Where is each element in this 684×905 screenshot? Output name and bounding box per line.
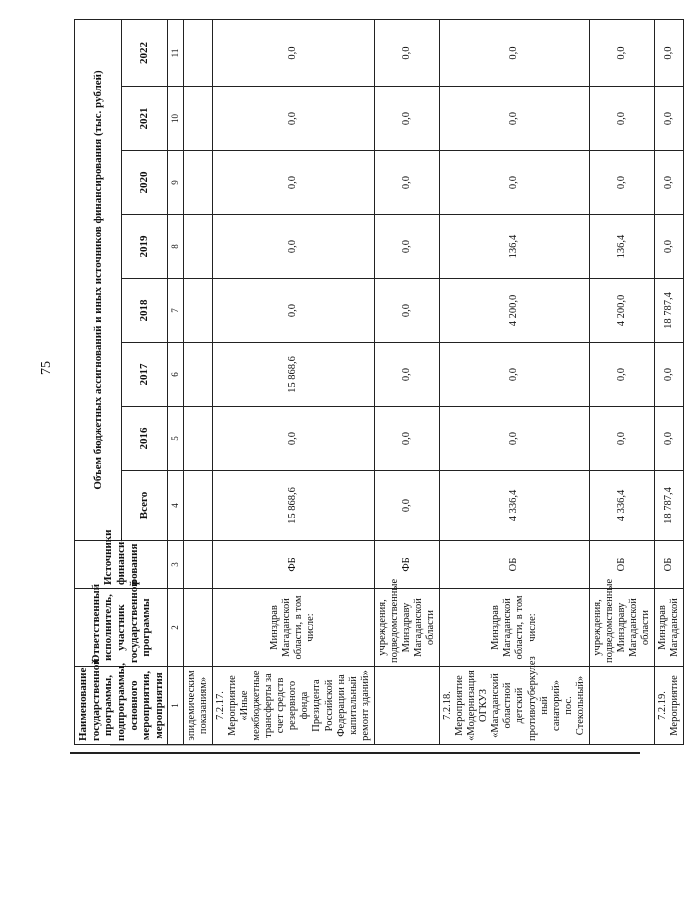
- row-executor: учреждения, подведомственные Минздраву Магаданской области: [374, 589, 439, 667]
- col-num: 5: [168, 407, 183, 471]
- row-name: эпидемическим показаниям»: [183, 667, 212, 745]
- header-year: 2020: [121, 151, 168, 215]
- col-num: 7: [168, 279, 183, 343]
- row-source: ОБ: [655, 541, 684, 589]
- col-num: 4: [168, 471, 183, 541]
- rotated-table-wrapper: [74, 20, 681, 745]
- row-value: [183, 279, 212, 343]
- row-value: 0,0: [589, 87, 654, 151]
- row-name: [374, 667, 439, 745]
- row-value: 0,0: [212, 407, 374, 471]
- table-row: [440, 19, 590, 744]
- row-total: [183, 471, 212, 541]
- col-num: 2: [168, 589, 183, 667]
- row-value: 0,0: [212, 19, 374, 86]
- row-value: [183, 151, 212, 215]
- header-row-1: [75, 19, 122, 744]
- column-number-row: [168, 19, 183, 744]
- row-value: 0,0: [212, 151, 374, 215]
- row-value: 0,0: [374, 279, 439, 343]
- row-total: 0,0: [374, 471, 439, 541]
- row-value: 0,0: [374, 215, 439, 279]
- table-row: [655, 19, 684, 744]
- row-executor: Минздрав Магаданской области, в том числе:: [440, 589, 590, 667]
- header-year: 2021: [121, 87, 168, 151]
- header-source: Источники финанси-рования: [75, 541, 168, 589]
- header-year: 2022: [121, 19, 168, 86]
- row-total: 4 336,4: [589, 471, 654, 541]
- row-value: [183, 343, 212, 407]
- header-year: 2017: [121, 343, 168, 407]
- header-year: 2018: [121, 279, 168, 343]
- row-value: 15 868,6: [212, 343, 374, 407]
- row-value: 0,0: [655, 215, 684, 279]
- row-value: 18 787,4: [655, 279, 684, 343]
- row-executor: Минздрав Магаданской области, в том числе:: [212, 589, 374, 667]
- row-value: 0,0: [374, 87, 439, 151]
- table-row: [589, 19, 654, 744]
- row-name: 7.2.18. Мероприятие «Модернизация ОГКУЗ «Магаданский областной детский противотуберкулез ный санаторий» пос. Стекольный»: [440, 667, 590, 745]
- scan-edge-line: [110, 745, 310, 746]
- row-value: 0,0: [374, 19, 439, 86]
- row-executor: Минздрав Магаданской: [655, 589, 684, 667]
- row-value: [183, 215, 212, 279]
- table-row: [212, 19, 374, 744]
- col-num: 9: [168, 151, 183, 215]
- row-source: ФБ: [212, 541, 374, 589]
- row-value: [183, 87, 212, 151]
- row-value: 4 200,0: [589, 279, 654, 343]
- header-executor: Ответственный исполнитель, участник государственной программы: [75, 589, 168, 667]
- row-value: 0,0: [655, 151, 684, 215]
- row-value: 0,0: [374, 151, 439, 215]
- row-value: 0,0: [440, 19, 590, 86]
- row-total: 4 336,4: [440, 471, 590, 541]
- row-value: 4 200,0: [440, 279, 590, 343]
- row-source: ОБ: [440, 541, 590, 589]
- row-value: 0,0: [440, 407, 590, 471]
- col-num: 11: [168, 19, 183, 86]
- row-value: 136,4: [440, 215, 590, 279]
- header-name: Наименование государственной программы, подпрограммы, основного мероприятия, мероприятия: [75, 667, 168, 745]
- row-name: [589, 667, 654, 745]
- header-year: 2016: [121, 407, 168, 471]
- row-name: 7.2.19. Мероприятие: [655, 667, 684, 745]
- row-value: 0,0: [440, 343, 590, 407]
- table-row: [183, 19, 212, 744]
- row-value: 0,0: [655, 343, 684, 407]
- row-value: 0,0: [212, 215, 374, 279]
- row-executor: учреждения, подведомственные Минздраву Магаданской области: [589, 589, 654, 667]
- col-num: 1: [168, 667, 183, 745]
- row-value: [183, 407, 212, 471]
- row-source: ФБ: [374, 541, 439, 589]
- row-total: 18 787,4: [655, 471, 684, 541]
- page-number: 75: [39, 361, 54, 375]
- row-value: 0,0: [589, 19, 654, 86]
- row-value: 0,0: [212, 279, 374, 343]
- financing-table: [74, 19, 684, 745]
- row-value: 0,0: [440, 151, 590, 215]
- header-total: Всего: [121, 471, 168, 541]
- row-value: 0,0: [212, 87, 374, 151]
- row-executor: [183, 589, 212, 667]
- row-value: 0,0: [374, 343, 439, 407]
- row-source: [183, 541, 212, 589]
- row-value: 0,0: [589, 407, 654, 471]
- row-total: 15 868,6: [212, 471, 374, 541]
- row-value: 0,0: [655, 407, 684, 471]
- row-value: 0,0: [440, 87, 590, 151]
- row-name: 7.2.17. Мероприятие «Иные межбюджетные трансферты за счет средств резервного фонда Президента Российской Федерации на капитальный ремонт зданий»: [212, 667, 374, 745]
- row-value: 0,0: [655, 19, 684, 86]
- row-value: 136,4: [589, 215, 654, 279]
- row-value: 0,0: [589, 151, 654, 215]
- col-num: 3: [168, 541, 183, 589]
- col-num: 8: [168, 215, 183, 279]
- header-year: 2019: [121, 215, 168, 279]
- row-value: 0,0: [374, 407, 439, 471]
- header-volume: Объем бюджетных ассигнований и иных источников финансирования (тыс. рублей): [75, 19, 122, 540]
- row-value: 0,0: [589, 343, 654, 407]
- page-bottom-rule: [70, 752, 640, 754]
- row-value: 0,0: [655, 87, 684, 151]
- row-source: ОБ: [589, 541, 654, 589]
- table-row: [374, 19, 439, 744]
- row-value: [183, 19, 212, 86]
- col-num: 10: [168, 87, 183, 151]
- col-num: 6: [168, 343, 183, 407]
